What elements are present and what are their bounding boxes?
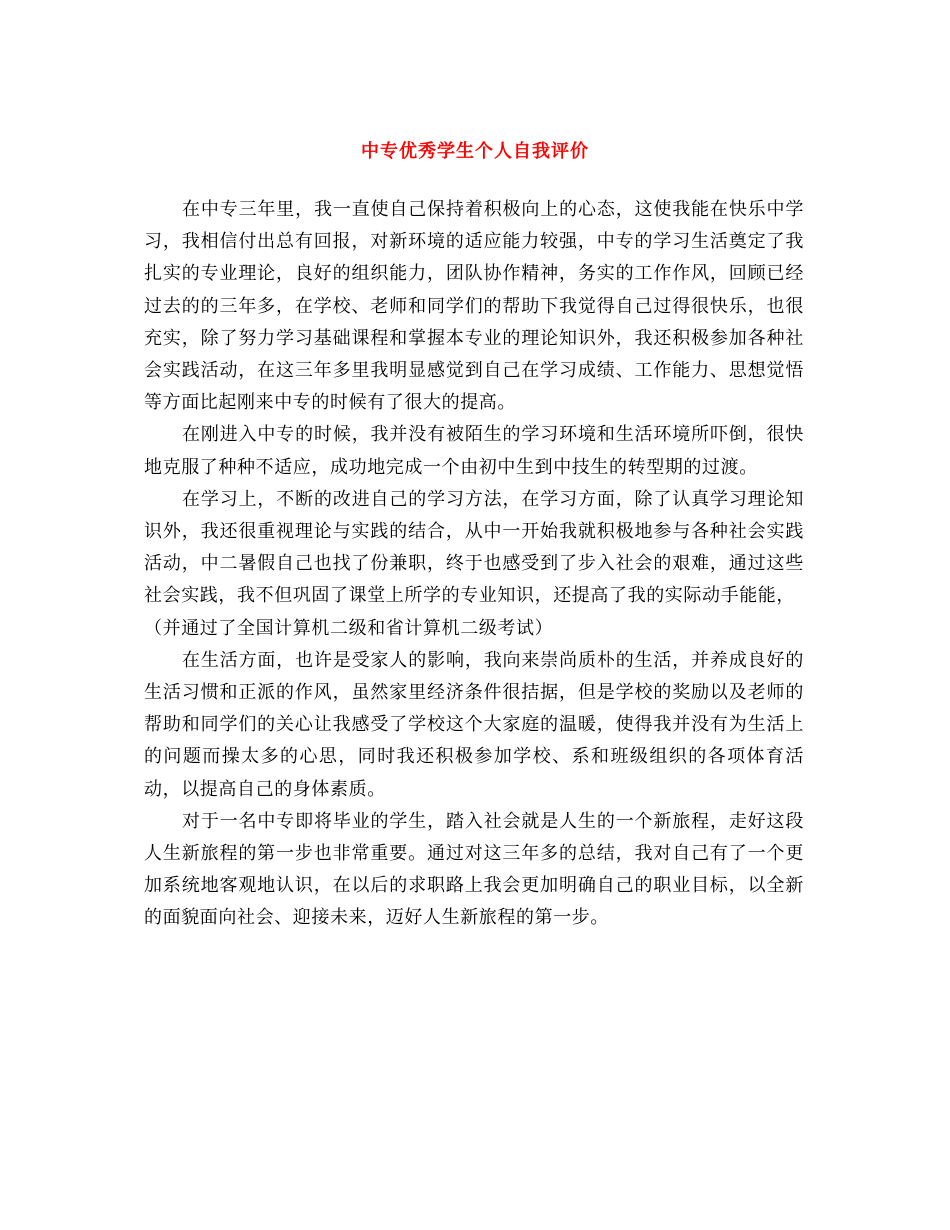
paragraph-study: 在学习上，不断的改进自己的学习方法，在学习方面，除了认真学习理论知识外，我还很重视理论与实践的结合，从中一开始我就积极地参与各种社会实践活动，中二暑假自己也找了份兼职，终于也感受到了步入社会的艰难，通过这些社会实践，我不但巩固了课堂上所学的专业知识，还提高了我的实际动手能能， bbox=[144, 488, 804, 607]
paragraph-conclusion: 对于一名中专即将毕业的学生，踏入社会就是人生的一个新旅程，走好这段人生新旅程的第一步也非常重要。通过对这三年多的总结，我对自己有了一个更加系统地客观地认识，在以后的求职路上我会更加明确自己的职业目标，以全新的面貌面向社会、迎接未来，迈好人生新旅程的第一步。 bbox=[144, 810, 804, 929]
document-title: 中专优秀学生个人自我评价 bbox=[361, 141, 589, 162]
document-body bbox=[144, 194, 804, 935]
paragraph-life: 在生活方面，也许是受家人的影响，我向来崇尚质朴的生活，并养成良好的生活习惯和正派的作风，虽然家里经济条件很拮据，但是学校的奖励以及老师的帮助和同学们的关心让我感受了学校这个大家庭的温暖，使得我并没有为生活上的问题而操太多的心思，同时我还积极参加学校、系和班级组织的各项体育活动，以提高自己的身体素质。 bbox=[144, 649, 804, 800]
paragraph-adaptation: 在刚进入中专的时候，我并没有被陌生的学习环境和生活环境所吓倒，很快地克服了种种不适应，成功地完成一个由初中生到中技生的转型期的过渡。 bbox=[144, 424, 804, 478]
paragraph-exam-note: （并通过了全国计算机二级和省计算机二级考试） bbox=[144, 617, 554, 639]
paragraph-intro: 在中专三年里，我一直使自己保持着积极向上的心态，这使我能在快乐中学习，我相信付出总有回报，对新环境的适应能力较强，中专的学习生活奠定了我扎实的专业理论，良好的组织能力，团队协作精神，务实的工作作风，回顾已经过去的的三年多，在学校、老师和同学们的帮助下我觉得自己过得很快乐，也很充实，除了努力学习基础课程和掌握本专业的理论知识外，我还积极参加各种社会实践活动，在这三年多里我明显感觉到自己在学习成绩、工作能力、思想觉悟等方面比起刚来中专的时候有了很大的提高。 bbox=[144, 199, 804, 414]
